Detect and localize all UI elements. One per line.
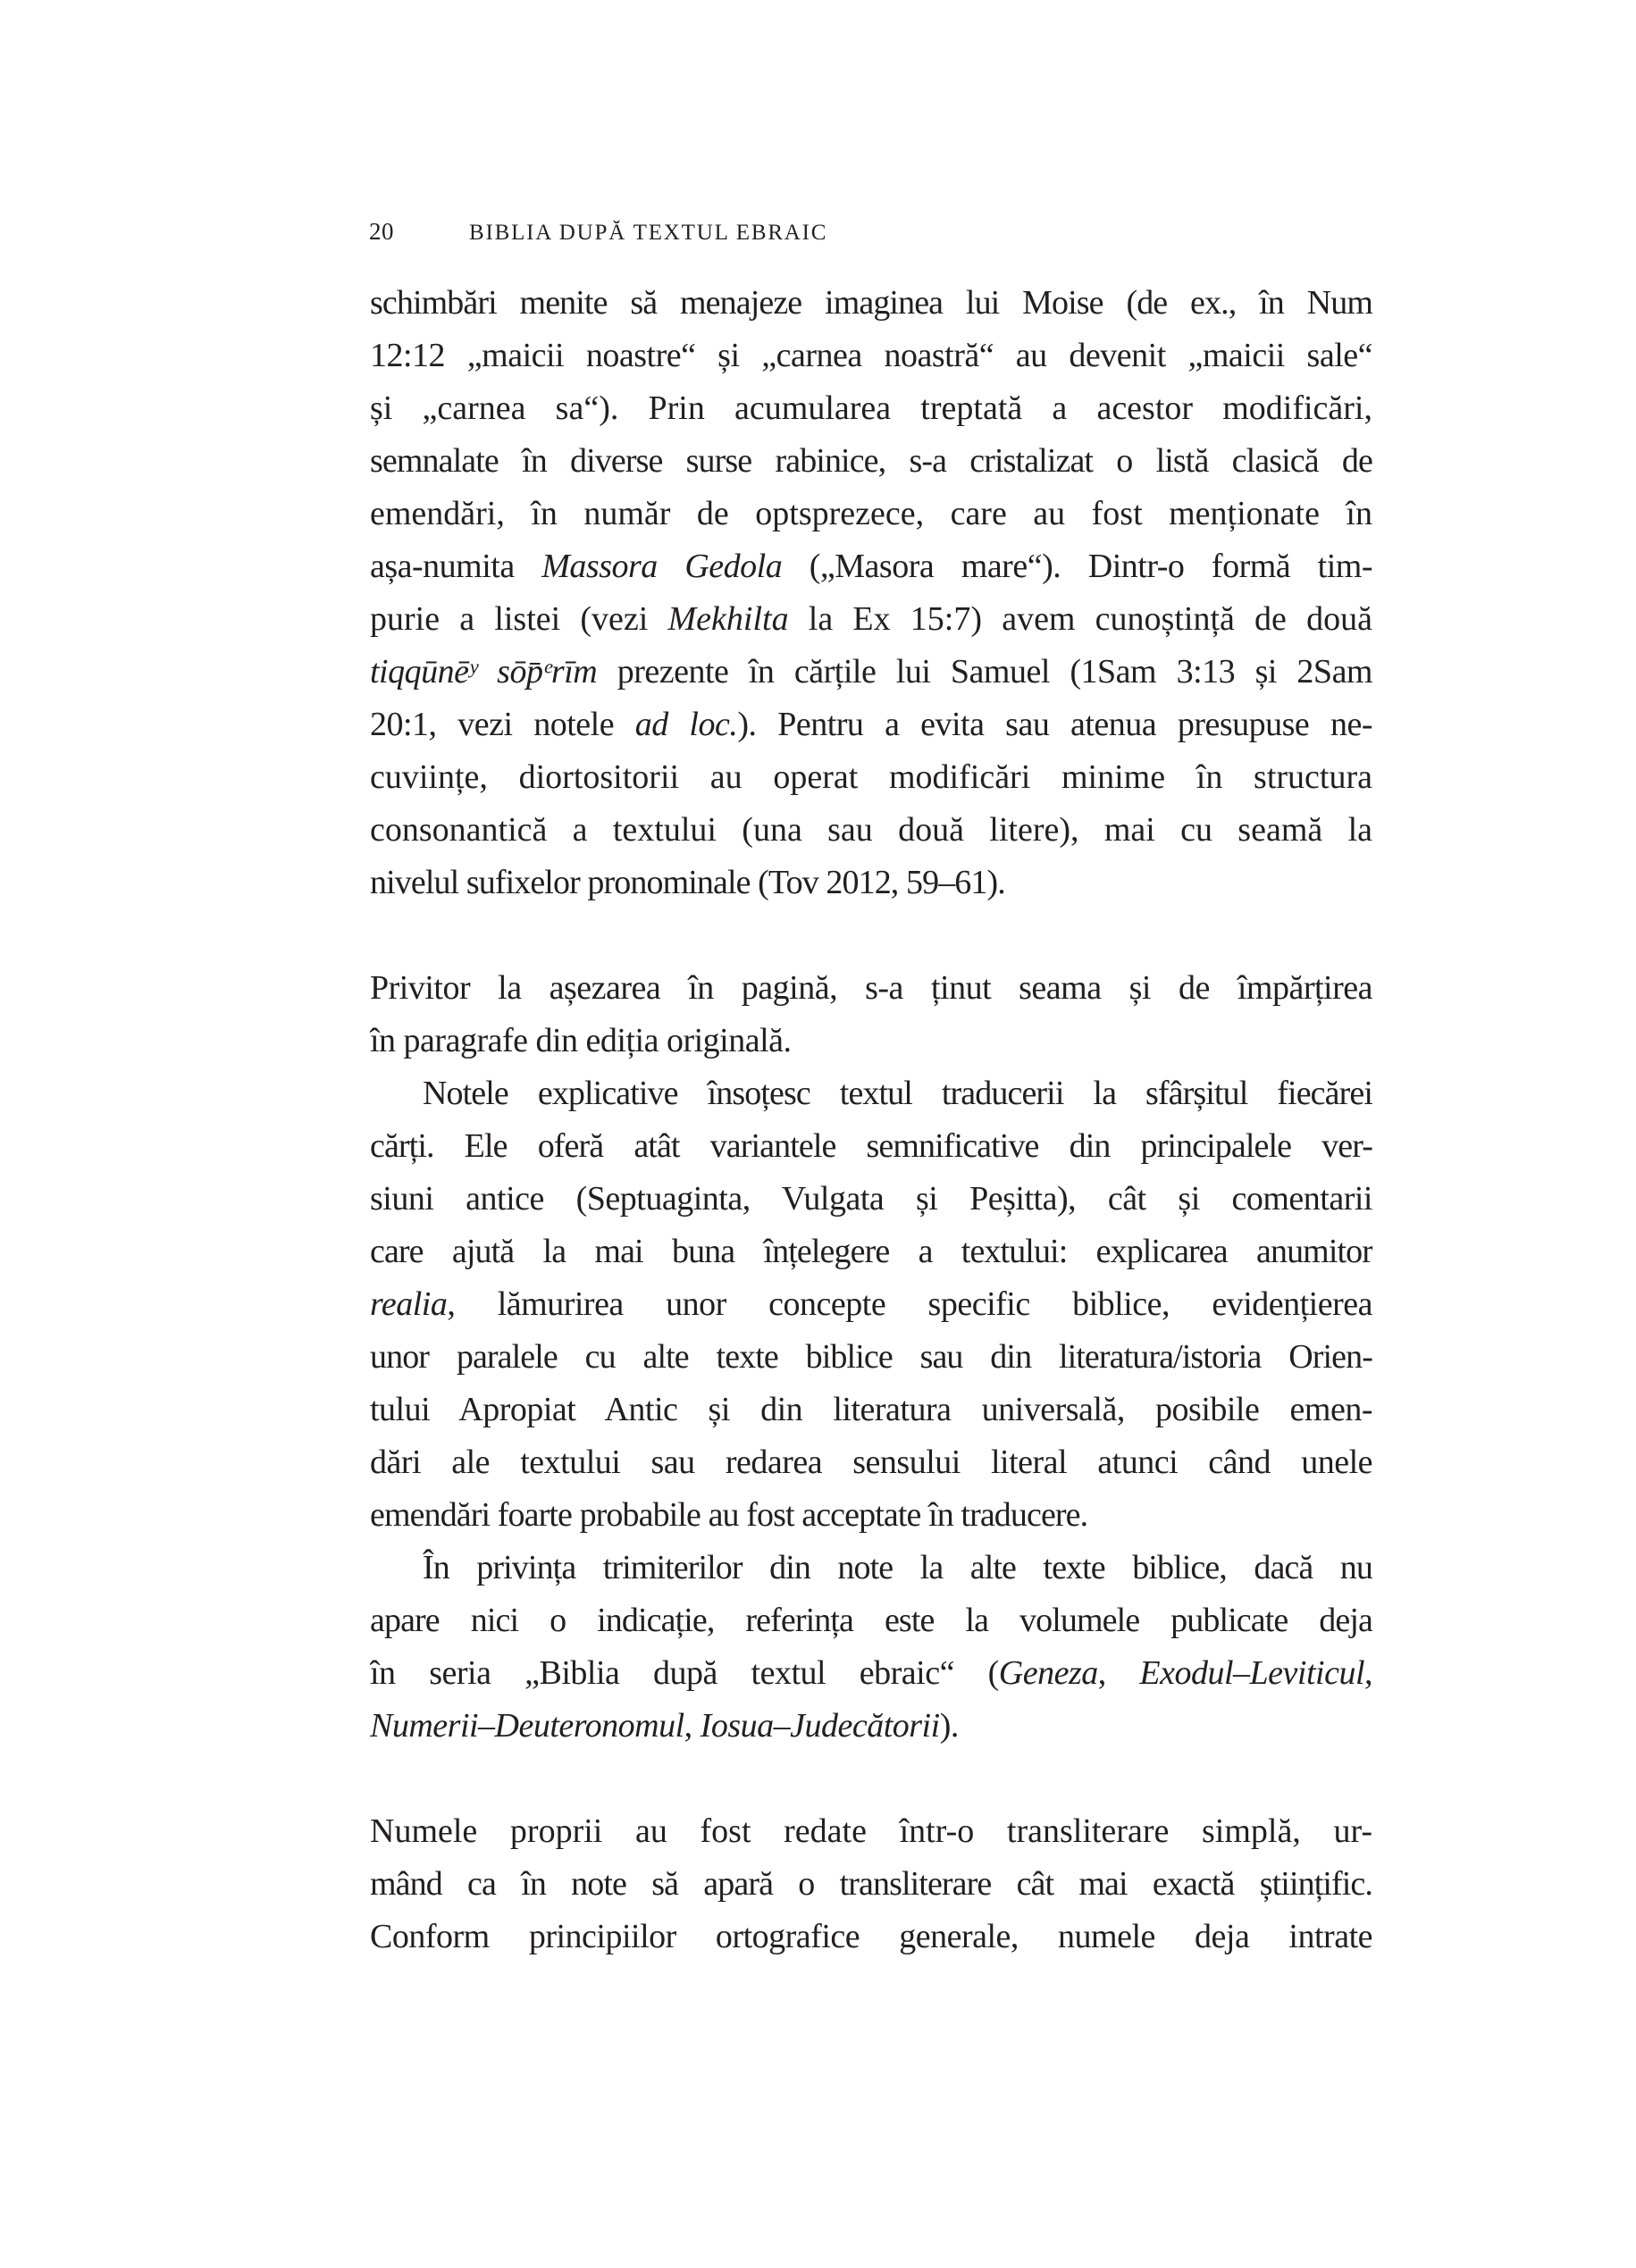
text-line — [370, 1120, 1372, 1173]
paragraph-cross-references — [370, 1542, 1372, 1753]
italic-term: Geneza — [998, 1654, 1098, 1692]
text-line — [370, 277, 1372, 330]
text-line — [370, 857, 1372, 909]
text-line — [370, 435, 1372, 488]
text-line — [370, 1226, 1372, 1278]
text-line — [370, 1594, 1372, 1647]
text-run: și „carnea sa“). Prin acumularea treptată a acestor modificări, — [370, 389, 1372, 427]
running-head — [369, 217, 827, 246]
text-line — [370, 1173, 1372, 1226]
text-run: ). — [939, 1707, 959, 1745]
text-line — [370, 593, 1372, 646]
italic-term: Numerii–Deuteronomul — [370, 1707, 684, 1745]
text-line — [370, 1805, 1372, 1858]
text-run: nivelul sufixelor pronominale (Tov 2012, 59–61). — [370, 864, 1005, 901]
text-line — [370, 488, 1372, 540]
text-line — [370, 1067, 1372, 1120]
text-run: tului Apropiat Antic și din literatura universală, posibile emen- — [370, 1391, 1372, 1428]
text-run: , — [684, 1707, 701, 1745]
text-run: , — [1097, 1654, 1140, 1692]
text-line — [370, 1647, 1372, 1700]
text-run: siuni antice (Septuaginta, Vulgata și Peșitta), cât și comentarii — [370, 1180, 1372, 1218]
paragraph-proper-names — [370, 1805, 1372, 1963]
paragraph-page-layout — [370, 962, 1372, 1067]
text-line — [370, 1015, 1372, 1067]
italic-term: Massora Gedola — [541, 548, 783, 585]
text-run: în seria „Biblia după textul ebraic“ ( — [370, 1654, 999, 1692]
text-run: , lămurirea unor concepte specific biblice, evidențierea — [447, 1285, 1372, 1323]
text-run: Numele proprii au fost redate într-o transliterare simplă, ur- — [370, 1812, 1372, 1850]
text-run: Notele explicative însoțesc textul traducerii la sfârșitul fiecărei — [423, 1075, 1372, 1112]
text-run: emendări, în număr de optsprezece, care au fost menționate în — [370, 495, 1372, 532]
text-run: 12:12 „maicii noastre“ și „carnea noastră“ au devenit „maicii sale“ — [370, 337, 1372, 374]
text-run: emendări foarte probabile au fost acceptate în traducere. — [370, 1496, 1088, 1534]
italic-term: Exodul–Leviticul — [1139, 1654, 1365, 1692]
text-line — [370, 382, 1372, 435]
italic-term: Iosua–Judecătorii — [700, 1707, 940, 1745]
paragraph-spacer — [370, 909, 1372, 962]
text-line — [370, 1858, 1372, 1911]
text-run: apare nici o indicație, referința este la volumele publicate deja — [370, 1602, 1372, 1639]
text-run: dări ale textului sau redarea sensului literal atunci când unele — [370, 1444, 1372, 1481]
text-run: purie a listei (vezi — [370, 600, 668, 638]
text-line — [370, 1278, 1372, 1331]
italic-term: ad loc. — [634, 706, 738, 743]
text-line — [370, 1384, 1372, 1436]
text-run: („Masora mare“). Dintr-o formă tim- — [782, 548, 1372, 585]
text-line — [370, 962, 1372, 1015]
text-line — [370, 1700, 1372, 1753]
text-line — [370, 804, 1372, 857]
text-run: schimbări menite să menajeze imaginea lui Moise (de ex., în Num — [370, 284, 1372, 322]
text-line — [370, 646, 1372, 699]
text-line — [370, 1542, 1372, 1594]
text-line — [370, 330, 1372, 382]
text-run: ). Pentru a evita sau atenua presupuse ne- — [737, 706, 1372, 743]
italic-term: realia — [370, 1285, 448, 1323]
text-run: prezente în cărțile lui Samuel (1Sam 3:13 și 2Sam — [597, 653, 1372, 690]
text-run: semnalate în diverse surse rabinice, s-a cristalizat o listă clasică de — [370, 442, 1372, 480]
text-line — [370, 540, 1372, 593]
text-line — [370, 1489, 1372, 1542]
text-run: Conform principiilor ortografice generale, numele deja intrate — [370, 1918, 1372, 1955]
paragraph-explanatory-notes — [370, 1067, 1372, 1542]
text-run: mând ca în note să apară o transliterare cât mai exactă științific. — [370, 1865, 1372, 1903]
text-run: cuviințe, diortositorii au operat modificări minime în structura — [370, 758, 1372, 796]
text-run: care ajută la mai buna înțelegere a textului: explicarea anumitor — [370, 1233, 1372, 1270]
text-run: În privința trimiterilor din note la alte texte biblice, dacă nu — [423, 1549, 1372, 1586]
text-line — [370, 751, 1372, 804]
text-line — [370, 1436, 1372, 1489]
text-line — [370, 699, 1372, 751]
italic-term: Mekhilta — [667, 600, 789, 638]
text-run: 20:1, vezi notele — [370, 706, 635, 743]
text-line — [370, 1331, 1372, 1384]
running-head-title: BIBLIA DUPĂ TEXTUL EBRAIC — [469, 221, 828, 245]
text-run: la Ex 15:7) avem cunoștință de două — [788, 600, 1372, 638]
text-line — [370, 1911, 1372, 1963]
text-run: unor paralele cu alte texte biblice sau din literatura/istoria Orien- — [370, 1338, 1372, 1376]
paragraph-tiqqune-sopherim — [370, 277, 1372, 909]
text-run: în paragrafe din ediția originală. — [370, 1022, 792, 1059]
text-run: Privitor la așezarea în pagină, s-a ținut seama și de împărțirea — [370, 969, 1372, 1007]
paragraph-spacer — [370, 1753, 1372, 1805]
italic-term: tiqqūnēʸ sōp̄ᵉrīm — [370, 653, 598, 690]
page-number: 20 — [369, 218, 394, 245]
text-run: așa-numita — [370, 548, 542, 585]
text-run: consonantică a textului (una sau două litere), mai cu seamă la — [370, 811, 1372, 849]
body-text — [370, 277, 1372, 1963]
text-run: cărți. Ele oferă atât variantele semnificative din principalele ver- — [370, 1127, 1372, 1165]
text-run: , — [1364, 1654, 1372, 1692]
